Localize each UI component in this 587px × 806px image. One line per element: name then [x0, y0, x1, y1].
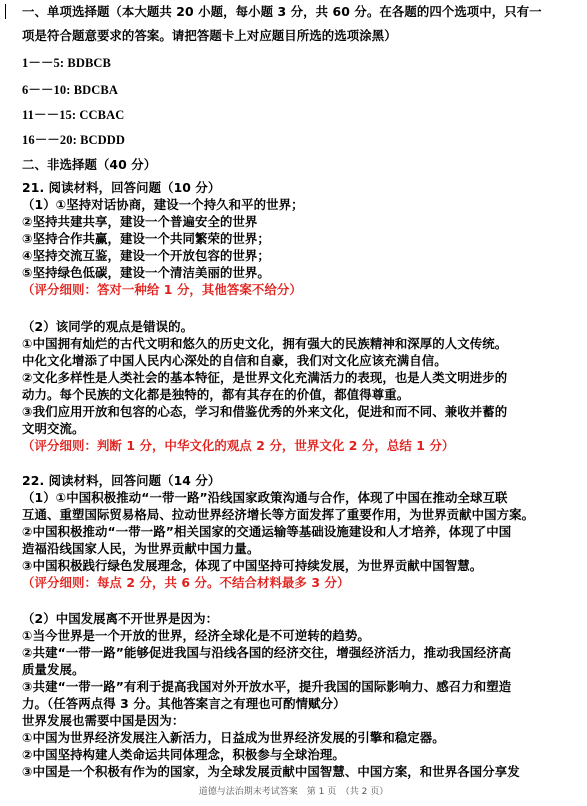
q21-part1-point2: ②坚持共建共享，建设一个普遍安全的世界: [22, 214, 258, 229]
q21-part2-rubric: （评分细则：判断 1 分，中华文化的观点 2 分，世界文化 2 分，总结 1 分）: [22, 438, 455, 453]
q22-part1-rubric: （评分细则：每点 2 分，共 6 分。不结合材料最多 3 分）: [22, 575, 350, 590]
q22-part2-world-point3: ③中国是一个积极有作为的国家，为全球发展贡献中国智慧、中国方案，和世界各国分享发: [22, 764, 520, 779]
question-22-heading: 22. 阅读材料，回答问题（14 分）: [22, 473, 221, 488]
q21-part2-point3-cont: 文明交流。: [22, 421, 85, 436]
page-footer: 道德与法治期末考试答案 第 1 页 （共 2 页）: [198, 787, 389, 797]
answer-key-11-15: 11－－15: CCBAC: [22, 108, 125, 122]
q21-part2-point2: ②文化多样性是人类社会的基本特征，是世界文化充满活力的表现，也是人类文明进步的: [22, 370, 508, 385]
section-one-heading: 一、单项选择题（本大题共 20 小题，每小题 3 分，共 60 分。在各题的四个选项中，只有一: [22, 4, 542, 19]
q22-part2-heading: （2）中国发展离不开世界是因为：: [22, 611, 219, 626]
q22-part2-point3: ③共建“一带一路”有利于提高我国对外开放水平，提升我国的国际影响力、感召力和塑造: [22, 679, 512, 694]
q22-part2-world-point1: ①中国为世界经济发展注入新活力，日益成为世界经济发展的引擎和稳定器。: [22, 730, 445, 745]
q21-part2-point1-cont: 中化文化增添了中国人民内心深处的自信和自豪，我们对文化应该充满自信。: [22, 353, 447, 368]
q22-part2-point1: ①当今世界是一个开放的世界，经济全球化是不可逆转的趋势。: [22, 628, 370, 643]
question-21-heading: 21. 阅读材料，回答问题（10 分）: [22, 180, 221, 195]
answer-key-1-5: 1－－5: BDBCB: [22, 56, 111, 70]
q21-part1-point5: ⑤坚持绿色低碳，建设一个清洁美丽的世界。: [22, 265, 270, 280]
q22-part1-point1-cont: 互通、重塑国际贸易格局、拉动世界经济增长等方面发挥了重要作用，为世界贡献中国方案。: [22, 507, 535, 522]
q22-part1-point1: （1）①中国积极推动“一带一路”沿线国家政策沟通与合作，体现了中国在推动全球互联: [22, 490, 508, 505]
q21-part1-point4: ④坚持交流互鉴，建设一个开放包容的世界；: [22, 248, 270, 263]
section-two-heading: 二、非选择题（40 分）: [22, 157, 157, 172]
answer-key-16-20: 16－－20: BCDDD: [22, 133, 126, 147]
q22-part2-point2: ②共建“一带一路”能够促进我国与沿线各国的经济交往，增强经济活力，推动我国经济高: [22, 645, 512, 660]
q21-part2-point2-cont: 动力。每个民族的文化都是独特的，都有其存在的价值，都值得尊重。: [22, 387, 410, 402]
q21-part2-point3: ③我们应用开放和包容的心态，学习和借鉴优秀的外来文化，促进和而不同、兼收并蓄的: [22, 404, 508, 419]
q22-part1-point2: ②中国积极推动“一带一路”相关国家的交通运输等基础设施建设和人才培养，体现了中国: [22, 524, 512, 539]
q22-part2-subheading: 世界发展也需要中国是因为：: [22, 713, 185, 728]
text-cursor: [5, 4, 6, 19]
q22-part2-point2-cont: 质量发展。: [22, 662, 85, 677]
q22-part1-point2-cont: 造福沿线国家人民，为世界贡献中国力量。: [22, 541, 260, 556]
q22-part1-point3: ③中国积极践行绿色发展理念，体现了中国坚持可持续发展，为世界贡献中国智慧。: [22, 558, 483, 573]
q21-part2-point1: ①中国拥有灿烂的古代文明和悠久的历史文化，拥有强大的民族精神和深厚的人文传统。: [22, 336, 508, 351]
q21-part1-point1: （1）①坚持对话协商，建设一个持久和平的世界；: [22, 197, 304, 212]
q21-part2-heading: （2）该同学的观点是错误的。: [22, 319, 194, 334]
answer-key-6-10: 6－－10: BDCBA: [22, 83, 118, 97]
q21-part1-point3: ③坚持合作共赢，建设一个共同繁荣的世界；: [22, 231, 270, 246]
q22-part2-world-point2: ②中国坚持构建人类命运共同体理念，积极参与全球治理。: [22, 747, 345, 762]
q21-part1-rubric: （评分细则：答对一种给 1 分，其他答案不给分）: [22, 282, 302, 297]
section-one-heading-cont: 项是符合题意要求的答案。请把答题卡上对应题目所选的选项涂黑）: [22, 28, 397, 43]
q22-part2-point3-cont: 力。（任答两点得 3 分。其他答案言之有理也可酌情赋分）: [22, 696, 346, 711]
